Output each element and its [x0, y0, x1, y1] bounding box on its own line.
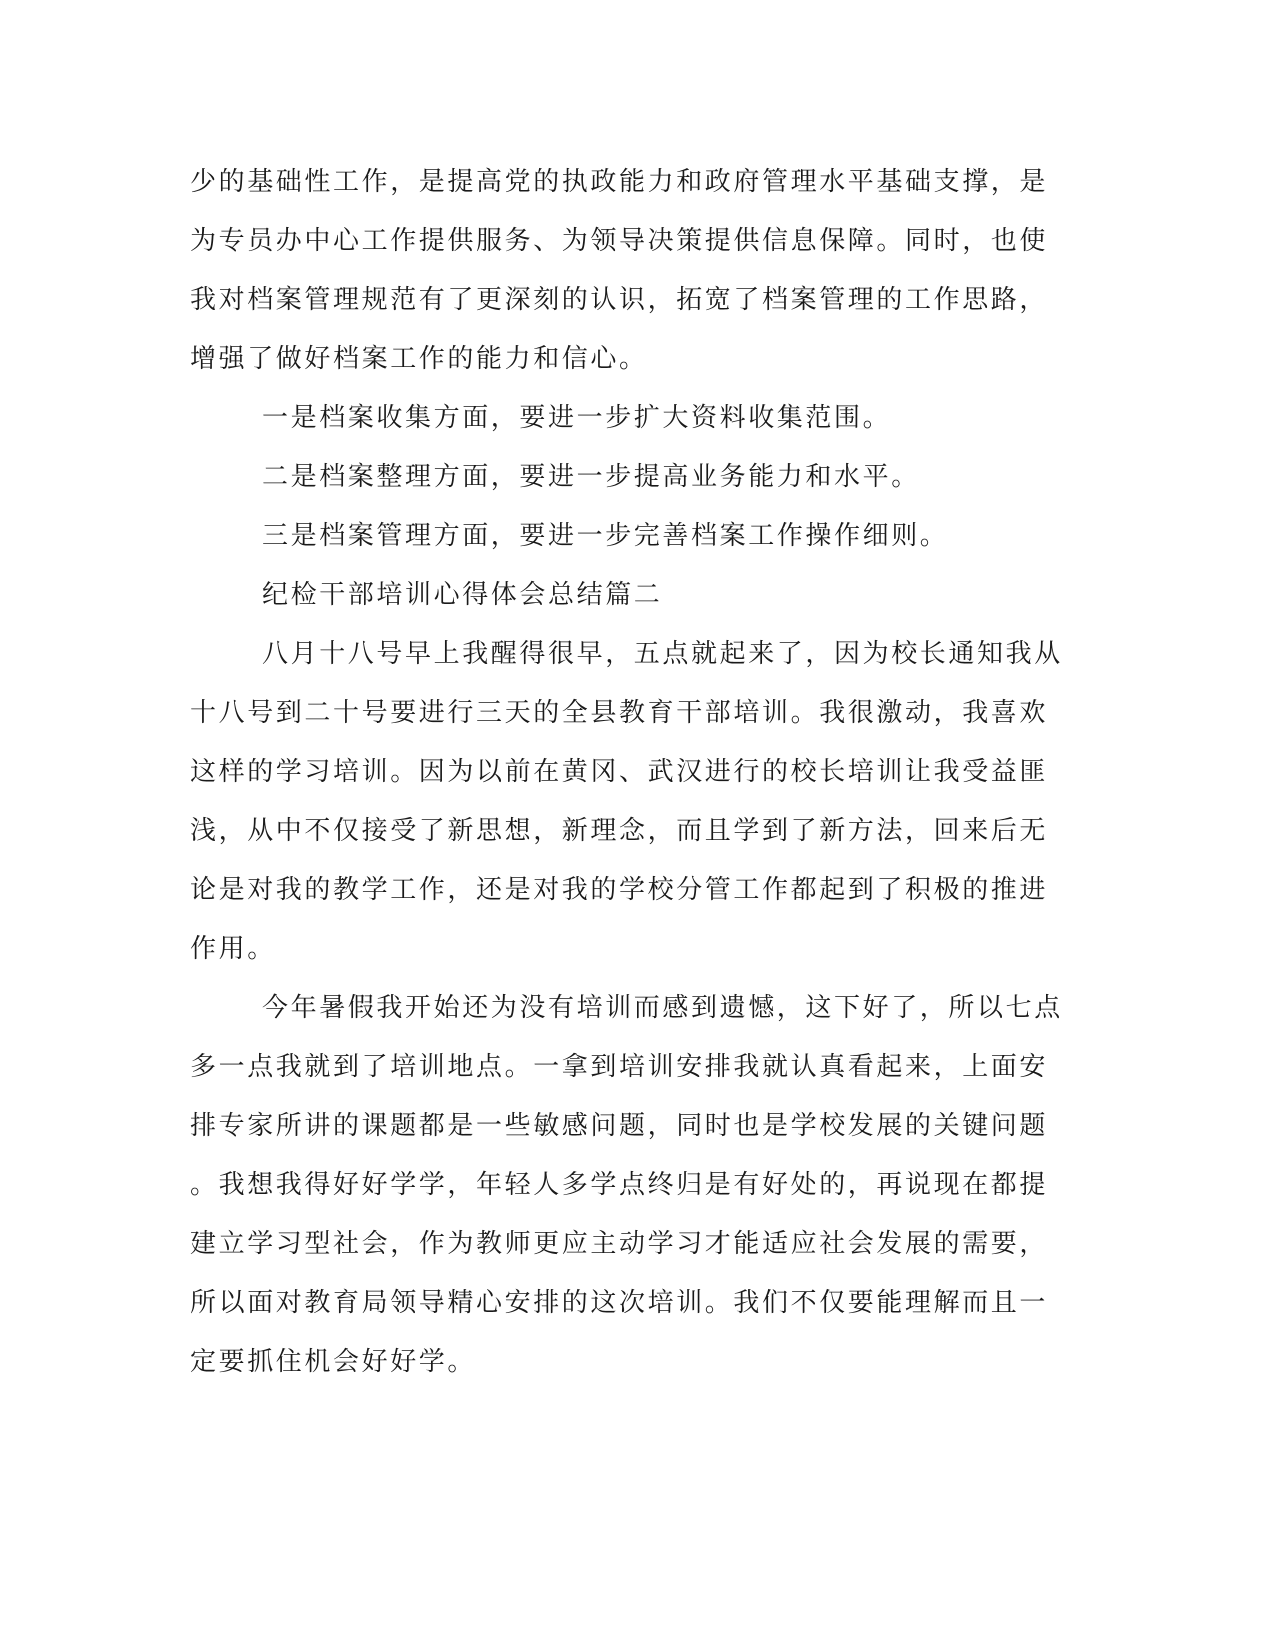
text-line: 一是档案收集方面，要进一步扩大资料收集范围。: [262, 403, 892, 433]
text-line: 八月十八号早上我醒得很早，五点就起来了，因为校长通知我从: [262, 639, 1063, 669]
text-line: 所以面对教育局领导精心安排的这次培训。我们不仅要能理解而且一: [190, 1288, 1049, 1318]
text-line: 少的基础性工作，是提高党的执政能力和政府管理水平基础支撑，是: [190, 167, 1049, 197]
text-line: 论是对我的教学工作，还是对我的学校分管工作都起到了积极的推进: [190, 875, 1049, 905]
text-line: 十八号到二十号要进行三天的全县教育干部培训。我很激动，我喜欢: [190, 698, 1049, 728]
text-line: 三是档案管理方面，要进一步完善档案工作操作细则。: [262, 521, 949, 551]
text-line: 今年暑假我开始还为没有培训而感到遗憾，这下好了，所以七点: [262, 993, 1063, 1023]
text-line: 建立学习型社会，作为教师更应主动学习才能适应社会发展的需要，: [190, 1229, 1049, 1259]
text-line: 二是档案整理方面，要进一步提高业务能力和水平。: [262, 462, 920, 492]
text-line: 这样的学习培训。因为以前在黄冈、武汉进行的校长培训让我受益匪: [190, 757, 1049, 787]
text-line: 定要抓住机会好好学。: [190, 1347, 477, 1377]
text-line: 排专家所讲的课题都是一些敏感问题，同时也是学校发展的关键问题: [190, 1111, 1049, 1141]
text-line: 为专员办中心工作提供服务、为领导决策提供信息保障。同时，也使: [190, 226, 1049, 256]
text-line: 我对档案管理规范有了更深刻的认识，拓宽了档案管理的工作思路，: [190, 285, 1049, 315]
text-line: 增强了做好档案工作的能力和信心。: [190, 344, 648, 374]
text-line: 作用。: [190, 934, 276, 964]
text-line: 浅，从中不仅接受了新思想，新理念，而且学到了新方法，回来后无: [190, 816, 1049, 846]
section-heading: 纪检干部培训心得体会总结篇二: [262, 580, 663, 610]
text-line: 多一点我就到了培训地点。一拿到培训安排我就认真看起来，上面安: [190, 1052, 1049, 1082]
text-line: 。我想我得好好学学，年轻人多学点终归是有好处的，再说现在都提: [190, 1170, 1049, 1200]
